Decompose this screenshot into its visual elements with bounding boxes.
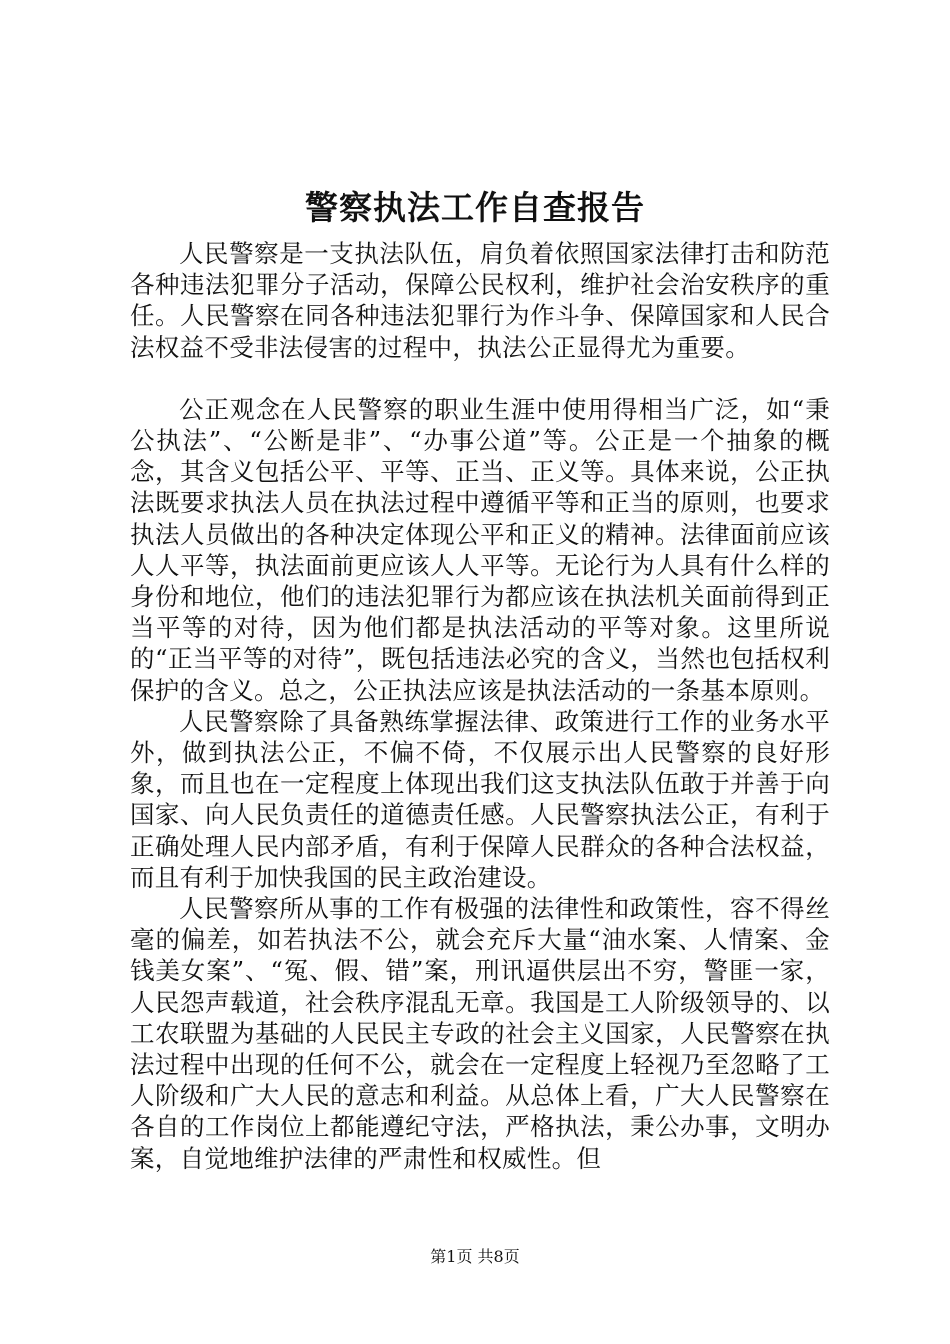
- document-title: 警察执法工作自查报告: [305, 188, 645, 227]
- paragraph-fair-enforcement-benefits: 人民警察除了具备熟练掌握法律、政策进行工作的业务水平外，做到执法公正，不偏不倚，不仅展示出人民警察的良好形象，而且也在一定程度上体现出我们这支执法队伍敢于并善于向国家、向人民负责任的道德责任感。人民警察执法公正，有利于正确处理人民内部矛盾，有利于保障人民群众的各种合法权益，而且有利于加快我国的民主政治建设。: [130, 706, 830, 892]
- paragraph-fairness-concept: 公正观念在人民警察的职业生涯中使用得相当广泛，如“秉公执法”、“公断是非”、“办事公道”等。公正是一个抽象的概念，其含义包括公平、平等、正当、正义等。具体来说，公正执法既要求执法人员在执法过程中遵循平等和正当的原则，也要求执法人员做出的各种决定体现公平和正义的精神。法律面前应该人人平等，执法面前更应该人人平等。无论行为人具有什么样的身份和地位，他们的违法犯罪行为都应该在执法机关面前得到正当平等的对待，因为他们都是执法活动的平等对象。这里所说的“正当平等的对待”，既包括违法必究的含义，当然也包括权利保护的含义。总之，公正执法应该是执法活动的一条基本原则。: [130, 394, 830, 705]
- page-number-footer: 第1页 共8页: [430, 1247, 520, 1266]
- paragraph-intro: 人民警察是一支执法队伍，肩负着依照国家法律打击和防范各种违法犯罪分子活动，保障公民权利，维护社会治安秩序的重任。人民警察在同各种违法犯罪行为作斗争、保障国家和人民合法权益不受非法侵害的过程中，执法公正显得尤为重要。: [130, 239, 830, 362]
- document-body: [130, 238, 830, 1174]
- paragraph-enforcement-risks: 人民警察所从事的工作有极强的法律性和政策性，容不得丝毫的偏差，如若执法不公，就会充斥大量“油水案、人情案、金钱美女案”、“冤、假、错”案，刑讯逼供层出不穷，警匪一家，人民怨声载道，社会秩序混乱无章。我国是工人阶级领导的、以工农联盟为基础的人民民主专政的社会主义国家，人民警察在执法过程中出现的任何不公，就会在一定程度上轻视乃至忽略了工人阶级和广大人民的意志和利益。从总体上看，广大人民警察在各自的工作岗位上都能遵纪守法，严格执法，秉公办事，文明办案，自觉地维护法律的严肃性和权威性。但: [130, 894, 830, 1173]
